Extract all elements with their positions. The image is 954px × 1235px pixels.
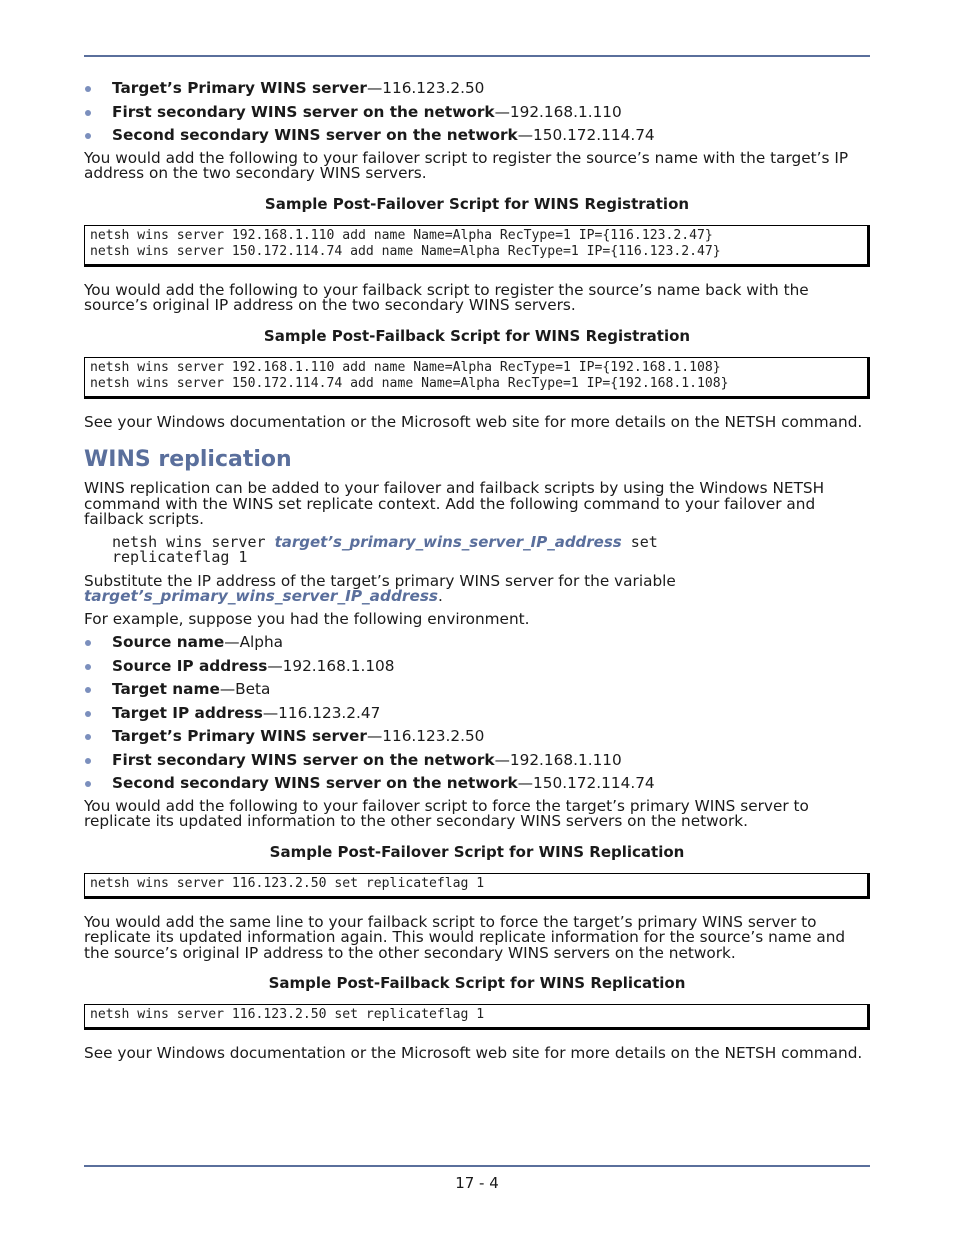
failback-registration-caption: Sample Post-Failback Script for WINS Registration <box>263 326 691 345</box>
failback-replication-code: netsh wins server 116.123.2.50 set replicateflag 1 <box>84 1004 870 1030</box>
failback-registration-code: netsh wins server 192.168.1.110 add name Name=Alpha RecType=1 IP={192.168.1.108} netsh wins server 150.172.114.74 add name Name=Alpha RecType=1 IP={192.168.1.108} <box>84 357 870 399</box>
list-item: Source name—Alpha <box>84 634 870 651</box>
substitute-paragraph: Substitute the IP address of the target’s primary WINS server for the variable target’s_primary_wins_server_IP_address. <box>84 571 676 605</box>
header-rule <box>84 55 870 57</box>
page-content <box>84 80 870 1069</box>
failover-registration-code: netsh wins server 192.168.1.110 add name Name=Alpha RecType=1 IP={116.123.2.47} netsh wins server 150.172.114.74 add name Name=Alpha RecType=1 IP={116.123.2.47} <box>84 225 870 267</box>
list-item: First secondary WINS server on the network—192.168.1.110 <box>84 752 870 769</box>
footer-rule <box>84 1165 870 1167</box>
failover-replication-paragraph: You would add the following to your failover script to force the target’s primary WINS server to replicate its updated information to the other secondary WINS servers on the network. <box>84 796 809 830</box>
failback-registration-paragraph: You would add the following to your failback script to register the source’s name back with the source’s original IP address on the two secondary WINS servers. <box>84 280 809 314</box>
see-docs-paragraph: See your Windows documentation or the Microsoft web site for more details on the NETSH command. <box>84 412 863 431</box>
list-item: Second secondary WINS server on the network—150.172.114.74 <box>84 127 870 144</box>
list-item: Second secondary WINS server on the network—150.172.114.74 <box>84 775 870 792</box>
page-number: 17 - 4 <box>455 1174 499 1192</box>
list-item: First secondary WINS server on the network—192.168.1.110 <box>84 104 870 121</box>
failback-replication-paragraph: You would add the same line to your failback script to force the target’s primary WINS server to replicate its updated information again. This would replicate information for the source’s name and the source’s original IP address to the other secondary WINS servers on the network. <box>84 912 846 962</box>
replication-command: netsh wins server target’s_primary_wins_server_IP_address set replicateflag 1 <box>112 532 658 566</box>
variable-placeholder: target’s_primary_wins_server_IP_address <box>274 532 622 551</box>
list-item: Source IP address—192.168.1.108 <box>84 658 870 675</box>
list-item: Target name—Beta <box>84 681 870 698</box>
failover-registration-caption: Sample Post-Failover Script for WINS Registration <box>264 194 690 213</box>
list-item: Target IP address—116.123.2.47 <box>84 705 870 722</box>
environment-bullet-list <box>84 634 870 792</box>
replication-intro-paragraph: WINS replication can be added to your failover and failback scripts by using the Windows NETSH command with the WINS set replicate context. Add the following command to your failover and failback scripts. <box>84 479 825 528</box>
list-item: Target’s Primary WINS server—116.123.2.50 <box>84 728 870 745</box>
example-paragraph: For example, suppose you had the following environment. <box>84 609 530 628</box>
variable-placeholder: target’s_primary_wins_server_IP_address <box>84 587 439 605</box>
failover-registration-paragraph: You would add the following to your failover script to register the source’s name with the target’s IP address on the two secondary WINS servers. <box>84 148 849 182</box>
list-item: Target’s Primary WINS server—116.123.2.50 <box>84 80 870 97</box>
failover-replication-caption: Sample Post-Failover Script for WINS Replication <box>269 842 685 861</box>
section-heading-wins-replication: WINS replication <box>84 447 292 472</box>
intro-bullet-list <box>84 80 870 144</box>
see-docs-paragraph: See your Windows documentation or the Microsoft web site for more details on the NETSH command. <box>84 1044 863 1062</box>
failover-replication-code: netsh wins server 116.123.2.50 set replicateflag 1 <box>84 873 870 899</box>
failback-replication-caption: Sample Post-Failback Script for WINS Replication <box>268 974 686 992</box>
